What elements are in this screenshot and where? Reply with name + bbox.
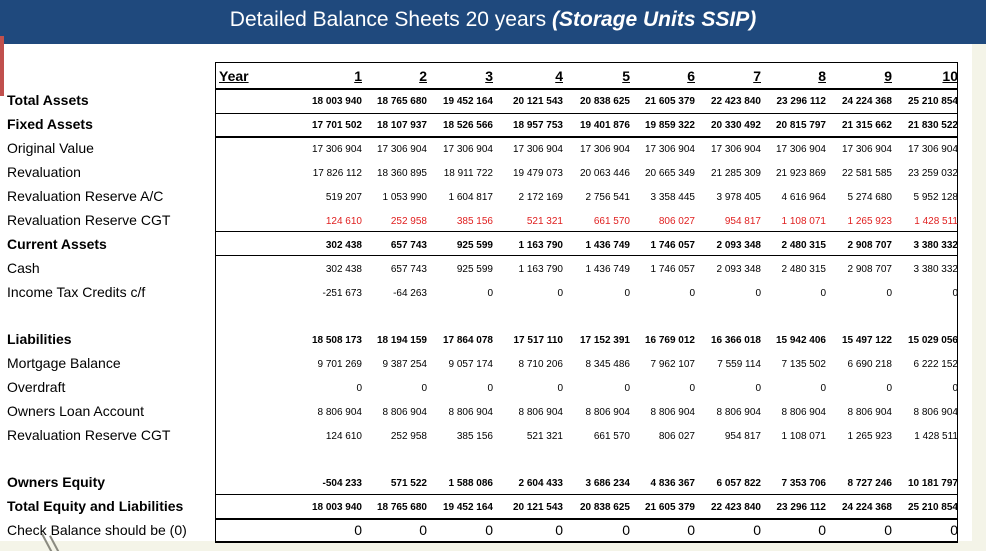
- year-header-5: 5: [622, 68, 630, 84]
- cell-revaluation-year-10: 23 259 032: [907, 168, 958, 179]
- cell-current-assets-year-7: 2 093 348: [716, 240, 761, 251]
- year-header-7: 7: [753, 68, 761, 84]
- cell-liabilities-year-9: 15 497 122: [841, 335, 892, 346]
- cell-total-equity-liabilities-year-9: 24 224 368: [841, 502, 892, 513]
- cell-owners-equity-year-6: 4 836 367: [650, 478, 695, 489]
- row-label-total-equity-liabilities: Total Equity and Liabilities: [7, 498, 184, 514]
- cell-total-equity-liabilities-year-1: 18 003 940: [311, 502, 362, 513]
- cell-current-assets-year-5: 1 436 749: [585, 240, 630, 251]
- cell-owners-equity-year-9: 8 727 246: [847, 478, 892, 489]
- cell-revaluation-reserve-cgt-year-3: 385 156: [456, 216, 493, 227]
- row-label-owners-loan-account: Owners Loan Account: [7, 403, 144, 419]
- cell-mortgage-balance-year-2: 9 387 254: [382, 359, 427, 370]
- row-label-fixed-assets: Fixed Assets: [7, 116, 93, 132]
- accent-bar: [0, 36, 4, 96]
- cell-fixed-assets-year-7: 20 330 492: [710, 120, 761, 131]
- cell-current-assets-year-4: 1 163 790: [518, 240, 563, 251]
- cell-fixed-assets-year-3: 18 526 566: [442, 120, 493, 131]
- cell-mortgage-balance-year-7: 7 559 114: [717, 359, 761, 370]
- cell-owners-loan-account-year-7: 8 806 904: [716, 407, 761, 418]
- cell-mortgage-balance-year-1: 9 701 269: [317, 359, 362, 370]
- cell-revaluation-year-8: 21 923 869: [775, 168, 826, 179]
- cell-income-tax-credits-year-8: 0: [820, 288, 826, 299]
- table-rule: [215, 494, 958, 495]
- cell-original-value-year-8: 17 306 904: [775, 144, 826, 155]
- cell-cash-year-7: 2 093 348: [716, 264, 761, 275]
- cell-original-value-year-4: 17 306 904: [512, 144, 563, 155]
- title-bar: [0, 0, 986, 44]
- cell-overdraft-year-4: 0: [557, 383, 563, 394]
- cell-revaluation-reserve-cgt-year-10: 1 428 511: [914, 216, 958, 227]
- cell-overdraft-year-3: 0: [487, 383, 493, 394]
- row-label-revaluation-reserve-cgt: Revaluation Reserve CGT: [7, 212, 171, 228]
- cell-cash-year-8: 2 480 315: [781, 264, 826, 275]
- cell-mortgage-balance-year-8: 7 135 502: [781, 359, 826, 370]
- cell-owners-loan-account-year-10: 8 806 904: [913, 407, 958, 418]
- cell-total-equity-liabilities-year-5: 20 838 625: [579, 502, 630, 513]
- cell-owners-equity-year-4: 2 604 433: [518, 478, 563, 489]
- cell-income-tax-credits-year-10: 0: [952, 288, 958, 299]
- cell-revaluation-reserve-cgt-year-7: 954 817: [724, 216, 761, 227]
- cell-revaluation-reserve-ac-year-10: 5 952 128: [913, 192, 958, 203]
- cell-revaluation-reserve-ac-year-3: 1 604 817: [448, 192, 493, 203]
- row-label-owners-equity: Owners Equity: [7, 474, 106, 490]
- cell-check-balance-year-6: 0: [687, 522, 695, 538]
- cell-liabilities-year-3: 17 864 078: [442, 335, 493, 346]
- cell-current-assets-year-2: 657 743: [390, 240, 427, 251]
- cell-original-value-year-3: 17 306 904: [442, 144, 493, 155]
- cell-income-tax-credits-year-3: 0: [487, 288, 493, 299]
- row-label-total-assets: Total Assets: [7, 92, 89, 108]
- cell-fixed-assets-year-1: 17 701 502: [311, 120, 362, 131]
- cell-owners-equity-year-10: 10 181 797: [907, 478, 958, 489]
- cell-fixed-assets-year-2: 18 107 937: [376, 120, 427, 131]
- row-label-original-value: Original Value: [7, 140, 94, 156]
- cell-original-value-year-2: 17 306 904: [376, 144, 427, 155]
- cell-revaluation-reserve-ac-year-7: 3 978 405: [716, 192, 761, 203]
- cell-overdraft-year-8: 0: [820, 383, 826, 394]
- cell-total-assets-year-6: 21 605 379: [644, 96, 695, 107]
- row-label-current-assets: Current Assets: [7, 236, 107, 252]
- cell-fixed-assets-year-10: 21 830 522: [907, 120, 958, 131]
- cell-current-assets-year-3: 925 599: [456, 240, 493, 251]
- cell-liabilities-year-2: 18 194 159: [376, 335, 427, 346]
- cell-total-assets-year-1: 18 003 940: [311, 96, 362, 107]
- cell-fixed-assets-year-8: 20 815 797: [775, 120, 826, 131]
- cell-owners-equity-year-1: -504 233: [322, 478, 362, 489]
- cell-mortgage-balance-year-3: 9 057 174: [448, 359, 493, 370]
- cell-income-tax-credits-year-1: -251 673: [322, 288, 362, 299]
- cell-total-assets-year-10: 25 210 854: [907, 96, 958, 107]
- cell-cash-year-6: 1 746 057: [650, 264, 695, 275]
- cell-revaluation-reserve-ac-year-8: 4 616 964: [781, 192, 826, 203]
- cell-owners-loan-account-year-5: 8 806 904: [585, 407, 630, 418]
- cell-check-balance-year-8: 0: [818, 522, 826, 538]
- cell-owners-equity-year-3: 1 588 086: [448, 478, 493, 489]
- cell-revaluation-reserve-cgt-year-1: 124 610: [325, 216, 362, 227]
- cell-liab-revaluation-reserve-cgt-year-5: 661 570: [593, 431, 630, 442]
- cell-fixed-assets-year-9: 21 315 662: [841, 120, 892, 131]
- cell-cash-year-1: 302 438: [325, 264, 362, 275]
- cell-revaluation-year-3: 18 911 722: [443, 168, 493, 179]
- cell-revaluation-reserve-cgt-year-8: 1 108 071: [781, 216, 826, 227]
- year-header-9: 9: [884, 68, 892, 84]
- cell-owners-equity-year-5: 3 686 234: [585, 478, 630, 489]
- cell-total-assets-year-9: 24 224 368: [841, 96, 892, 107]
- cell-overdraft-year-2: 0: [421, 383, 427, 394]
- cell-original-value-year-5: 17 306 904: [579, 144, 630, 155]
- cell-check-balance-year-2: 0: [419, 522, 427, 538]
- cell-revaluation-reserve-ac-year-2: 1 053 990: [382, 192, 427, 203]
- cell-revaluation-year-1: 17 826 112: [312, 168, 362, 179]
- row-label-cash: Cash: [7, 260, 40, 276]
- cell-revaluation-reserve-ac-year-4: 2 172 169: [518, 192, 563, 203]
- cell-income-tax-credits-year-5: 0: [624, 288, 630, 299]
- cell-total-equity-liabilities-year-3: 19 452 164: [442, 502, 493, 513]
- row-label-revaluation-reserve-ac: Revaluation Reserve A/C: [7, 188, 164, 204]
- cell-fixed-assets-year-5: 19 401 876: [579, 120, 630, 131]
- cell-liab-revaluation-reserve-cgt-year-2: 252 958: [390, 431, 427, 442]
- year-header-10: 10: [942, 68, 958, 84]
- cell-liabilities-year-4: 17 517 110: [513, 335, 563, 346]
- row-label-overdraft: Overdraft: [7, 379, 66, 395]
- cell-current-assets-year-6: 1 746 057: [650, 240, 695, 251]
- cell-liabilities-year-6: 16 769 012: [644, 335, 695, 346]
- cell-liab-revaluation-reserve-cgt-year-4: 521 321: [526, 431, 563, 442]
- cell-owners-equity-year-7: 6 057 822: [716, 478, 761, 489]
- cell-income-tax-credits-year-6: 0: [689, 288, 695, 299]
- cell-mortgage-balance-year-6: 7 962 107: [650, 359, 695, 370]
- cell-overdraft-year-10: 0: [952, 383, 958, 394]
- cell-revaluation-reserve-ac-year-1: 519 207: [325, 192, 362, 203]
- cell-mortgage-balance-year-4: 8 710 206: [518, 359, 563, 370]
- table-rule: [215, 231, 958, 232]
- cell-total-assets-year-3: 19 452 164: [442, 96, 493, 107]
- cell-cash-year-9: 2 908 707: [847, 264, 892, 275]
- cell-income-tax-credits-year-2: -64 263: [393, 288, 427, 299]
- cell-liabilities-year-8: 15 942 406: [775, 335, 826, 346]
- table-rule: [215, 113, 958, 114]
- cell-owners-equity-year-2: 571 522: [390, 478, 427, 489]
- cell-revaluation-year-6: 20 665 349: [644, 168, 695, 179]
- cell-check-balance-year-9: 0: [884, 522, 892, 538]
- cell-revaluation-reserve-ac-year-6: 3 358 445: [650, 192, 695, 203]
- cell-owners-loan-account-year-3: 8 806 904: [448, 407, 493, 418]
- table-frame: [215, 62, 958, 542]
- year-header-4: 4: [555, 68, 563, 84]
- year-header-8: 8: [818, 68, 826, 84]
- cell-liabilities-year-1: 18 508 173: [311, 335, 362, 346]
- cell-liabilities-year-5: 17 152 391: [579, 335, 630, 346]
- cell-check-balance-year-10: 0: [950, 522, 958, 538]
- cell-liabilities-year-10: 15 029 056: [907, 335, 958, 346]
- row-label-liabilities: Liabilities: [7, 331, 72, 347]
- cell-overdraft-year-9: 0: [886, 383, 892, 394]
- cell-total-assets-year-8: 23 296 112: [776, 96, 826, 107]
- cell-check-balance-year-4: 0: [555, 522, 563, 538]
- cell-revaluation-year-2: 18 360 895: [376, 168, 427, 179]
- cell-revaluation-reserve-cgt-year-9: 1 265 923: [847, 216, 892, 227]
- cell-cash-year-10: 3 380 332: [913, 264, 958, 275]
- cell-revaluation-year-9: 22 581 585: [841, 168, 892, 179]
- cell-cash-year-3: 925 599: [456, 264, 493, 275]
- cell-current-assets-year-1: 302 438: [325, 240, 362, 251]
- cell-current-assets-year-8: 2 480 315: [781, 240, 826, 251]
- page-title: Detailed Balance Sheets 20 years (Storage Units SSIP): [229, 8, 757, 31]
- cell-revaluation-reserve-ac-year-5: 2 756 541: [585, 192, 630, 203]
- table-rule: [215, 541, 958, 543]
- cell-original-value-year-10: 17 306 904: [907, 144, 958, 155]
- year-header-6: 6: [687, 68, 695, 84]
- cell-owners-loan-account-year-2: 8 806 904: [382, 407, 427, 418]
- cell-revaluation-reserve-ac-year-9: 5 274 680: [847, 192, 892, 203]
- row-label-liab-revaluation-reserve-cgt: Revaluation Reserve CGT: [7, 427, 171, 443]
- cell-liab-revaluation-reserve-cgt-year-7: 954 817: [724, 431, 761, 442]
- row-label-revaluation: Revaluation: [7, 164, 81, 180]
- cell-total-equity-liabilities-year-10: 25 210 854: [907, 502, 958, 513]
- cell-fixed-assets-year-4: 18 957 753: [512, 120, 563, 131]
- right-margin-strip: [972, 44, 986, 551]
- table-rule: [215, 88, 958, 90]
- cell-original-value-year-6: 17 306 904: [644, 144, 695, 155]
- cell-total-equity-liabilities-year-6: 21 605 379: [644, 502, 695, 513]
- cell-total-assets-year-4: 20 121 543: [512, 96, 563, 107]
- year-header-3: 3: [485, 68, 493, 84]
- row-label-income-tax-credits: Income Tax Credits c/f: [7, 284, 146, 300]
- cell-revaluation-reserve-cgt-year-6: 806 027: [658, 216, 695, 227]
- cell-income-tax-credits-year-7: 0: [755, 288, 761, 299]
- cell-revaluation-year-4: 19 479 073: [512, 168, 563, 179]
- cell-overdraft-year-7: 0: [755, 383, 761, 394]
- cell-check-balance-year-7: 0: [753, 522, 761, 538]
- cell-liab-revaluation-reserve-cgt-year-10: 1 428 511: [914, 431, 958, 442]
- cell-fixed-assets-year-6: 19 859 322: [644, 120, 695, 131]
- year-header-1: 1: [354, 68, 362, 84]
- cell-liab-revaluation-reserve-cgt-year-9: 1 265 923: [847, 431, 892, 442]
- cell-mortgage-balance-year-5: 8 345 486: [585, 359, 630, 370]
- cell-cash-year-2: 657 743: [390, 264, 427, 275]
- row-label-mortgage-balance: Mortgage Balance: [7, 355, 121, 371]
- year-header-2: 2: [419, 68, 427, 84]
- cell-total-equity-liabilities-year-8: 23 296 112: [776, 502, 826, 513]
- table-rule: [215, 255, 958, 256]
- cell-total-equity-liabilities-year-4: 20 121 543: [512, 502, 563, 513]
- cell-owners-loan-account-year-1: 8 806 904: [317, 407, 362, 418]
- year-header: Year: [219, 68, 249, 84]
- cell-original-value-year-7: 17 306 904: [710, 144, 761, 155]
- cell-revaluation-year-5: 20 063 446: [579, 168, 630, 179]
- table-rule: [215, 136, 958, 138]
- cell-overdraft-year-6: 0: [689, 383, 695, 394]
- cell-revaluation-reserve-cgt-year-2: 252 958: [390, 216, 427, 227]
- cell-owners-loan-account-year-9: 8 806 904: [847, 407, 892, 418]
- cell-check-balance-year-5: 0: [622, 522, 630, 538]
- row-label-check-balance: Check Balance should be (0): [7, 522, 187, 538]
- cell-liab-revaluation-reserve-cgt-year-3: 385 156: [456, 431, 493, 442]
- cell-revaluation-year-7: 21 285 309: [710, 168, 761, 179]
- cell-income-tax-credits-year-4: 0: [557, 288, 563, 299]
- cell-check-balance-year-1: 0: [354, 522, 362, 538]
- cell-income-tax-credits-year-9: 0: [886, 288, 892, 299]
- cell-total-assets-year-7: 22 423 840: [710, 96, 761, 107]
- cell-check-balance-year-3: 0: [485, 522, 493, 538]
- cell-original-value-year-1: 17 306 904: [311, 144, 362, 155]
- cell-mortgage-balance-year-10: 6 222 152: [913, 359, 958, 370]
- cell-total-equity-liabilities-year-2: 18 765 680: [376, 502, 427, 513]
- cell-overdraft-year-1: 0: [356, 383, 362, 394]
- cell-total-assets-year-2: 18 765 680: [376, 96, 427, 107]
- cell-liab-revaluation-reserve-cgt-year-8: 1 108 071: [781, 431, 826, 442]
- cell-revaluation-reserve-cgt-year-4: 521 321: [526, 216, 563, 227]
- cell-mortgage-balance-year-9: 6 690 218: [847, 359, 892, 370]
- cell-liab-revaluation-reserve-cgt-year-6: 806 027: [658, 431, 695, 442]
- cell-original-value-year-9: 17 306 904: [841, 144, 892, 155]
- cell-owners-equity-year-8: 7 353 706: [781, 478, 826, 489]
- cell-liabilities-year-7: 16 366 018: [710, 335, 761, 346]
- cell-total-equity-liabilities-year-7: 22 423 840: [710, 502, 761, 513]
- cell-current-assets-year-10: 3 380 332: [913, 240, 958, 251]
- cell-cash-year-5: 1 436 749: [585, 264, 630, 275]
- cell-total-assets-year-5: 20 838 625: [579, 96, 630, 107]
- cell-overdraft-year-5: 0: [624, 383, 630, 394]
- cell-owners-loan-account-year-6: 8 806 904: [650, 407, 695, 418]
- cell-liab-revaluation-reserve-cgt-year-1: 124 610: [325, 431, 362, 442]
- cell-owners-loan-account-year-8: 8 806 904: [781, 407, 826, 418]
- cell-revaluation-reserve-cgt-year-5: 661 570: [593, 216, 630, 227]
- cell-cash-year-4: 1 163 790: [518, 264, 563, 275]
- cell-owners-loan-account-year-4: 8 806 904: [518, 407, 563, 418]
- cell-current-assets-year-9: 2 908 707: [847, 240, 892, 251]
- table-rule: [215, 518, 958, 520]
